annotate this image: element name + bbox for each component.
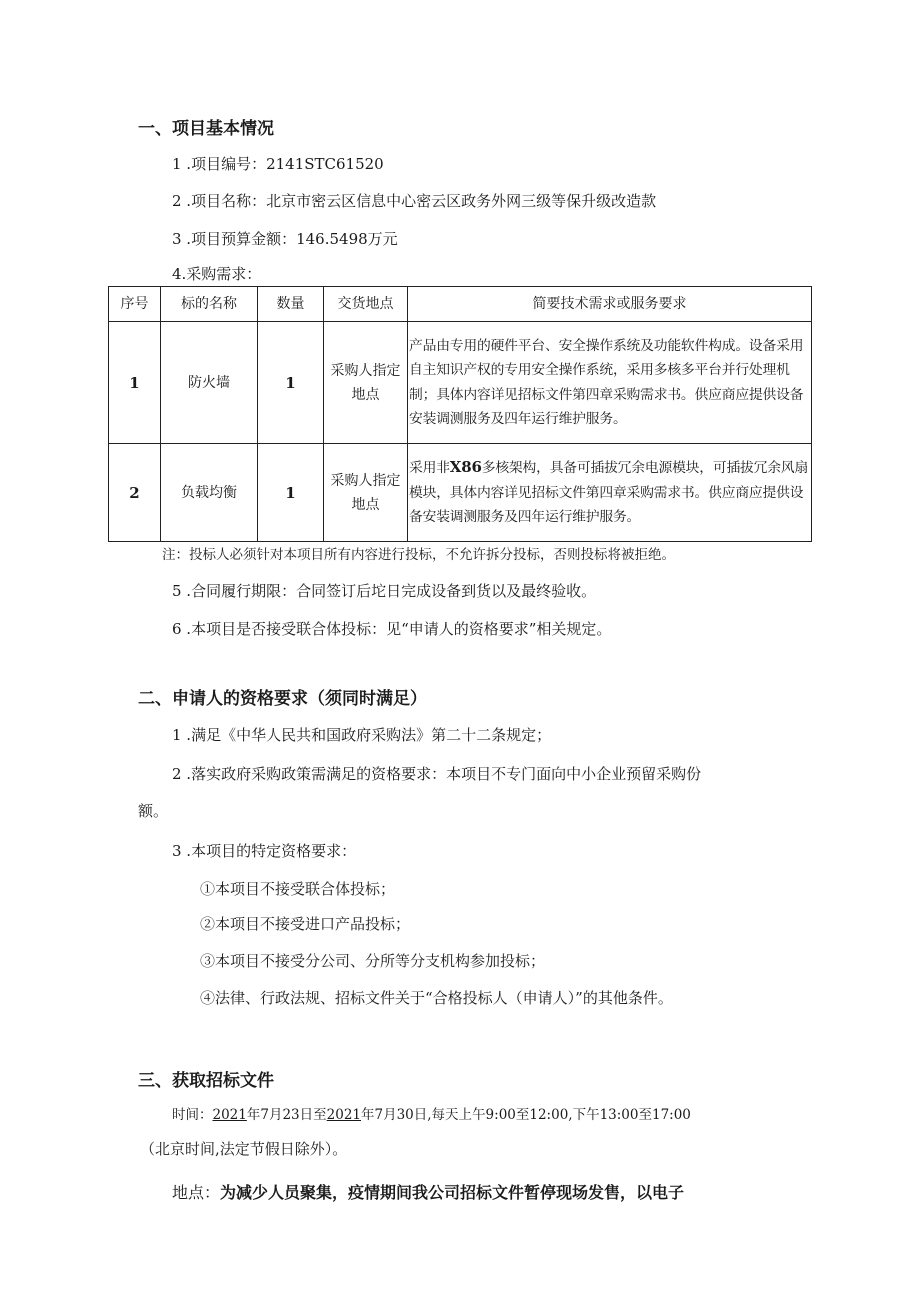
desc-post: 多核架构，具备可插拔冗余电源模块，可插拔冗余风扇模块，具体内容详见招标文件第四章采购需求书。供应商应提供设备安装调测服务及四年运行维护服务。 <box>409 460 809 526</box>
row-name: 负载均衡 <box>161 444 258 542</box>
header-no: 序号 <box>109 287 161 322</box>
qual-sub2: ②本项目不接受进口产品投标； <box>200 915 411 933</box>
time-label: 时间： <box>172 1107 213 1123</box>
joint-bid: 6 .本项目是否接受联合体投标：见“申请人的资格要求”相关规定。 <box>172 620 612 638</box>
qual-item2-cont: 额。 <box>138 802 169 820</box>
project-name: 2 .项目名称：北京市密云区信息中心密云区政务外网三级等保升级改造款 <box>172 192 657 210</box>
row-qty: 1 <box>258 444 324 542</box>
qual-sub1: ①本项目不接受联合体投标； <box>200 880 396 898</box>
time-post: 年7月30日,每天上午9:00至12:00,下午13:00至17:00 <box>361 1107 691 1123</box>
qual-sub4: ④法律、行政法规、招标文件关于“合格投标人（申请人）”的其他条件。 <box>200 989 673 1007</box>
procurement-demand-label: 4.采购需求： <box>172 265 262 283</box>
desc-pre: 采用非 <box>409 460 450 477</box>
time-line <box>172 1103 691 1123</box>
header-place: 交货地点 <box>324 287 408 322</box>
row-no: 2 <box>109 444 161 542</box>
year-start: 2021 <box>212 1107 247 1123</box>
place-label: 地点： <box>172 1183 221 1202</box>
section3-title: 三、获取招标文件 <box>138 1071 274 1091</box>
row-no: 1 <box>109 322 161 444</box>
header-desc: 简要技术需求或服务要求 <box>408 287 812 322</box>
table-row <box>109 322 812 444</box>
time-line2: （北京时间,法定节假日除外）。 <box>140 1140 348 1158</box>
row-desc <box>408 444 812 542</box>
qual-sub3: ③本项目不接受分公司、分所等分支机构参加投标； <box>200 952 546 970</box>
row-desc: 产品由专用的硬件平台、安全操作系统及功能软件构成。设备采用自主知识产权的专用安全操作系统，采用多核多平台并行处理机制；具体内容详见招标文件第四章采购需求书。供应商应提供设备安装调测服务及四年运行维护服务。 <box>408 322 812 444</box>
project-number: 1 .项目编号：2141STC61520 <box>172 155 384 173</box>
qual-item1: 1 .满足《中华人民共和国政府采购法》第二十二条规定； <box>172 726 552 744</box>
year-end: 2021 <box>326 1107 361 1123</box>
procurement-table <box>108 286 812 542</box>
qual-item3: 3 .本项目的特定资格要求： <box>172 842 357 860</box>
table-note: 注：投标人必须针对本项目所有内容进行投标，不允许拆分投标，否则投标将被拒绝。 <box>162 547 675 563</box>
table-header-row <box>109 287 812 322</box>
place-line <box>172 1180 684 1203</box>
section2-title: 二、申请人的资格要求（须同时满足） <box>138 689 427 709</box>
header-name: 标的名称 <box>161 287 258 322</box>
project-budget: 3 .项目预算金额：146.5498万元 <box>172 230 398 248</box>
row-qty: 1 <box>258 322 324 444</box>
row-place: 采购人指定地点 <box>324 444 408 542</box>
place-text: 为减少人员聚集，疫情期间我公司招标文件暂停现场发售，以电子 <box>220 1183 685 1202</box>
row-name: 防火墙 <box>161 322 258 444</box>
qual-item2: 2 .落实政府采购政策需满足的资格要求：本项目不专门面向中小企业预留采购份 <box>172 765 702 783</box>
header-qty: 数量 <box>258 287 324 322</box>
time-mid: 年7月23日至 <box>246 1107 327 1123</box>
contract-period: 5 .合同履行期限：合同签订后坨日完成设备到货以及最终验收。 <box>172 582 597 600</box>
desc-bold: X86 <box>449 458 482 477</box>
row-place: 采购人指定地点 <box>324 322 408 444</box>
table-row <box>109 444 812 542</box>
section1-title: 一、项目基本情况 <box>138 119 274 139</box>
